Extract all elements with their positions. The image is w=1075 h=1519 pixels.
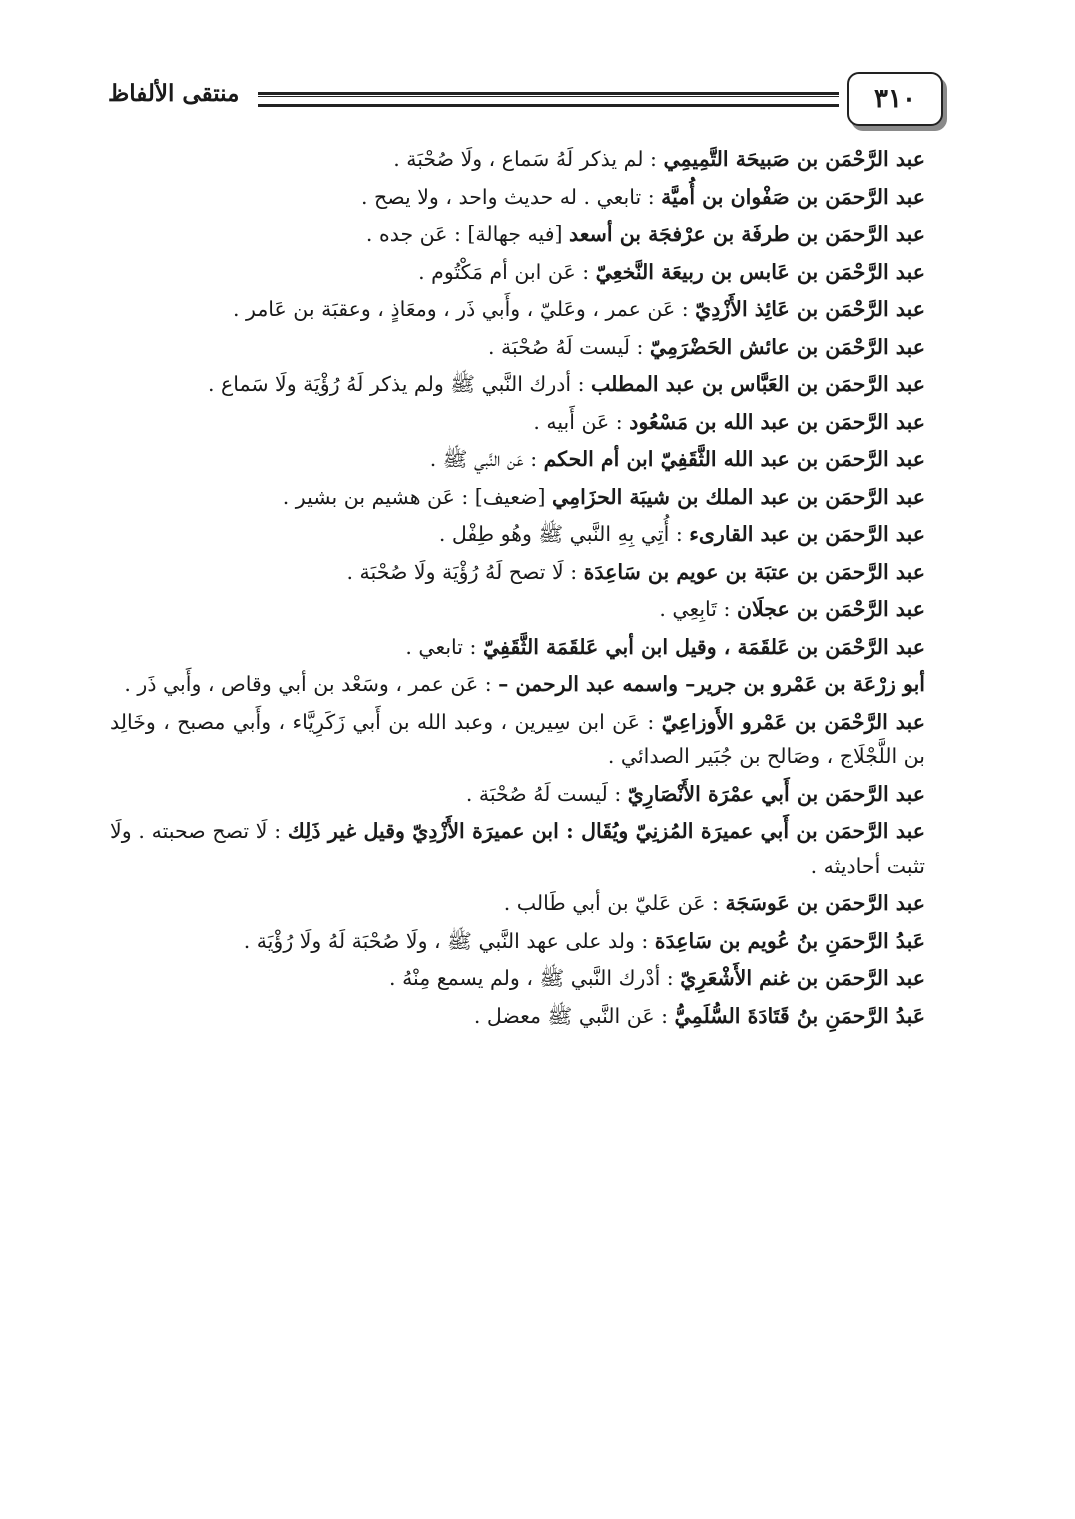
entry-name: عبد الرَّحمَن بن عتبَة بن عويم بن سَاعِدَة <box>583 559 925 584</box>
entry-name: عبد الرَّحمَن بن صَفْوان بن أُميَّة <box>661 184 925 209</box>
entry <box>110 705 925 774</box>
entry-name: عبد الرَّحْمَن بن عَلقَمَة ، وقيل ابن أبي عَلقَمَة الثَّقَفِيّ <box>482 634 925 659</box>
entry <box>110 142 925 177</box>
entry-name: عبد الرَّحمَن بن عبد الله الثَّقَفِيّ ابن أم الحكم <box>543 447 925 471</box>
entry <box>110 330 925 365</box>
entry-name: عبد الرَّحْمَن بن عجلَان <box>736 597 925 621</box>
entry <box>110 217 925 252</box>
entry-name: عبد الرَّحْمَن بن صَبيحَة التَّمِيمِي <box>663 147 925 171</box>
entry <box>110 180 925 215</box>
entry-name: عبد الرَّحْمَن بن عَمْرو الأَوزاعِيّ <box>661 709 925 734</box>
entry-text: : لم يذكر لَهُ سَماع ، ولَا صُحْبَة . <box>393 147 664 171</box>
entry <box>110 777 925 812</box>
entry-text: : عَن ابن أم مَكْتُوم . <box>418 259 596 284</box>
entry-name: عبد الرَّحمَن بن غنم الأَشْعَرِيّ <box>680 966 925 990</box>
entry <box>110 367 925 402</box>
entry-text: : عَن عَليّ بن أبي طَالب . <box>503 891 726 915</box>
entry-text: [فيه جهالة] : عَن جده . <box>365 222 570 246</box>
entry <box>110 961 925 996</box>
entry-name: عبد الرَّحمَن بن عبد الملك بن شيبَة الحزَامِي <box>552 484 925 509</box>
entry-name: عبد الرَّحْمَن بن عَائِذ الأَزْدِيّ <box>695 297 925 321</box>
entry <box>110 517 925 552</box>
entry-text: : أدْرك النَّبي ﷺ ، ولم يسمع مِنْهُ . <box>389 966 681 990</box>
header-rule <box>258 92 839 107</box>
page-number: ٣١٠ <box>874 84 916 114</box>
page-body <box>110 142 925 1033</box>
entry <box>110 667 925 702</box>
entry-text: : عَن ابن سِيرين ، وعبد الله بن أَبي زَكَرِيَّاء ، وأَبي مصبح ، وخَالِد بن اللَّجْلَاج ، وصَالح بن جُبَير الصدائي . <box>110 709 925 768</box>
page-header <box>108 68 963 138</box>
entry <box>110 255 925 290</box>
entry-text: : تَابِعِي . <box>659 597 737 621</box>
entry <box>110 630 925 665</box>
entry-name: عبد الرَّحمَن بن عبد الله بن مَسْعُود <box>629 409 925 434</box>
entry-name: عبد الرَّحمَن بن عبد القارىء <box>689 522 925 546</box>
entry-name: عَبدُ الرَّحمَنِ بنُ عُويم بن سَاعِدَة <box>654 928 925 953</box>
entry-text: : تابعي . له حديث واحد ، ولا يصح . <box>360 184 662 209</box>
entry-text: : تابعي . <box>405 634 483 659</box>
entry <box>110 442 925 477</box>
entry-text: : أدرك النَّبي ﷺ ولم يذكر لَهُ رُؤْيَة ولَا سَماع . <box>207 372 591 396</box>
entry-text: : ولد على عهد النَّبي ﷺ ، ولَا صُحْبَة لَهُ ولَا رُؤْيَة . <box>243 928 655 953</box>
entry <box>110 999 925 1034</box>
entry-text: : عَن عمر ، وعَليّ ، وأَبي ذَر ، ومعَاذٍ ، وعقبَة بن عَامر . <box>232 297 696 321</box>
entry-name: عبد الرَّحمَن بن أَبي عمْرَة الأَنْصَارِيّ <box>627 781 925 806</box>
entry-text: : لَا تصح لَهُ رُؤْيَة ولَا صُحْبَة . <box>346 559 584 584</box>
entry <box>110 292 925 327</box>
entry-text: : لَيست لَهُ صُحْبَة . <box>465 781 628 806</box>
entry-name: أبو زرْعَة بن عَمْرو بن جرير– واسمه عبد الرحمن – <box>498 672 925 696</box>
entry <box>110 405 925 440</box>
entry-name: عبد الرَّحمَن بن أَبي عميرَة المُزنِيّ ويُقَال : ابن عميرَة الأَزْدِيّ وقيل غير ذَلِك <box>287 819 925 843</box>
entry <box>110 814 925 883</box>
entry-name: عبد الرَّحمَن بن العَبَّاس بن عبد المطلب <box>591 372 925 396</box>
entry-text: : أُتِي بِهِ النَّبي ﷺ وهُو طِفْل . <box>438 522 690 546</box>
entry-text: : عَن أَبيه . <box>533 409 630 434</box>
book-title: منتقى الألفاظ <box>108 80 240 107</box>
entry <box>110 924 925 959</box>
entry <box>110 555 925 590</box>
entry-name: عبد الرَّحمَن بن طرفَة بن عرْفجَة بن أسعد <box>569 222 925 246</box>
entry-text: : لَيست لَهُ صُحْبَة . <box>488 334 650 359</box>
entry <box>110 480 925 515</box>
entry <box>110 592 925 627</box>
page-number-box <box>847 72 943 126</box>
entry-text: : عَن عمر ، وسَعْد بن أبي وقاص ، وأَبي ذَر . <box>124 672 499 696</box>
entry <box>110 886 925 921</box>
entry-name: عبد الرَّحمَن بن عَوسَجَة <box>725 891 925 915</box>
entry-text: : عَن النَّبي ﷺ معضل . <box>473 1003 675 1028</box>
entry-name: عَبدُ الرَّحمَنِ بنُ قَتَادَةَ السُّلَمِيُّ <box>674 1003 925 1028</box>
entry-text: [ضعيف] : عَن هشيم بن بشير . <box>282 484 553 509</box>
entry-name: عبد الرَّحْمَن بن عَابس بن ربيعَة النَّخعِيّ <box>595 259 925 284</box>
entry-text: : لَا تصح صحبته . ولَا تثبت أحاديثه . <box>110 819 925 878</box>
entry-text: : عَن النَّبي ﷺ . <box>429 447 544 471</box>
entry-name: عبد الرَّحْمَن بن عائش الحَضْرَمِيّ <box>649 334 925 359</box>
